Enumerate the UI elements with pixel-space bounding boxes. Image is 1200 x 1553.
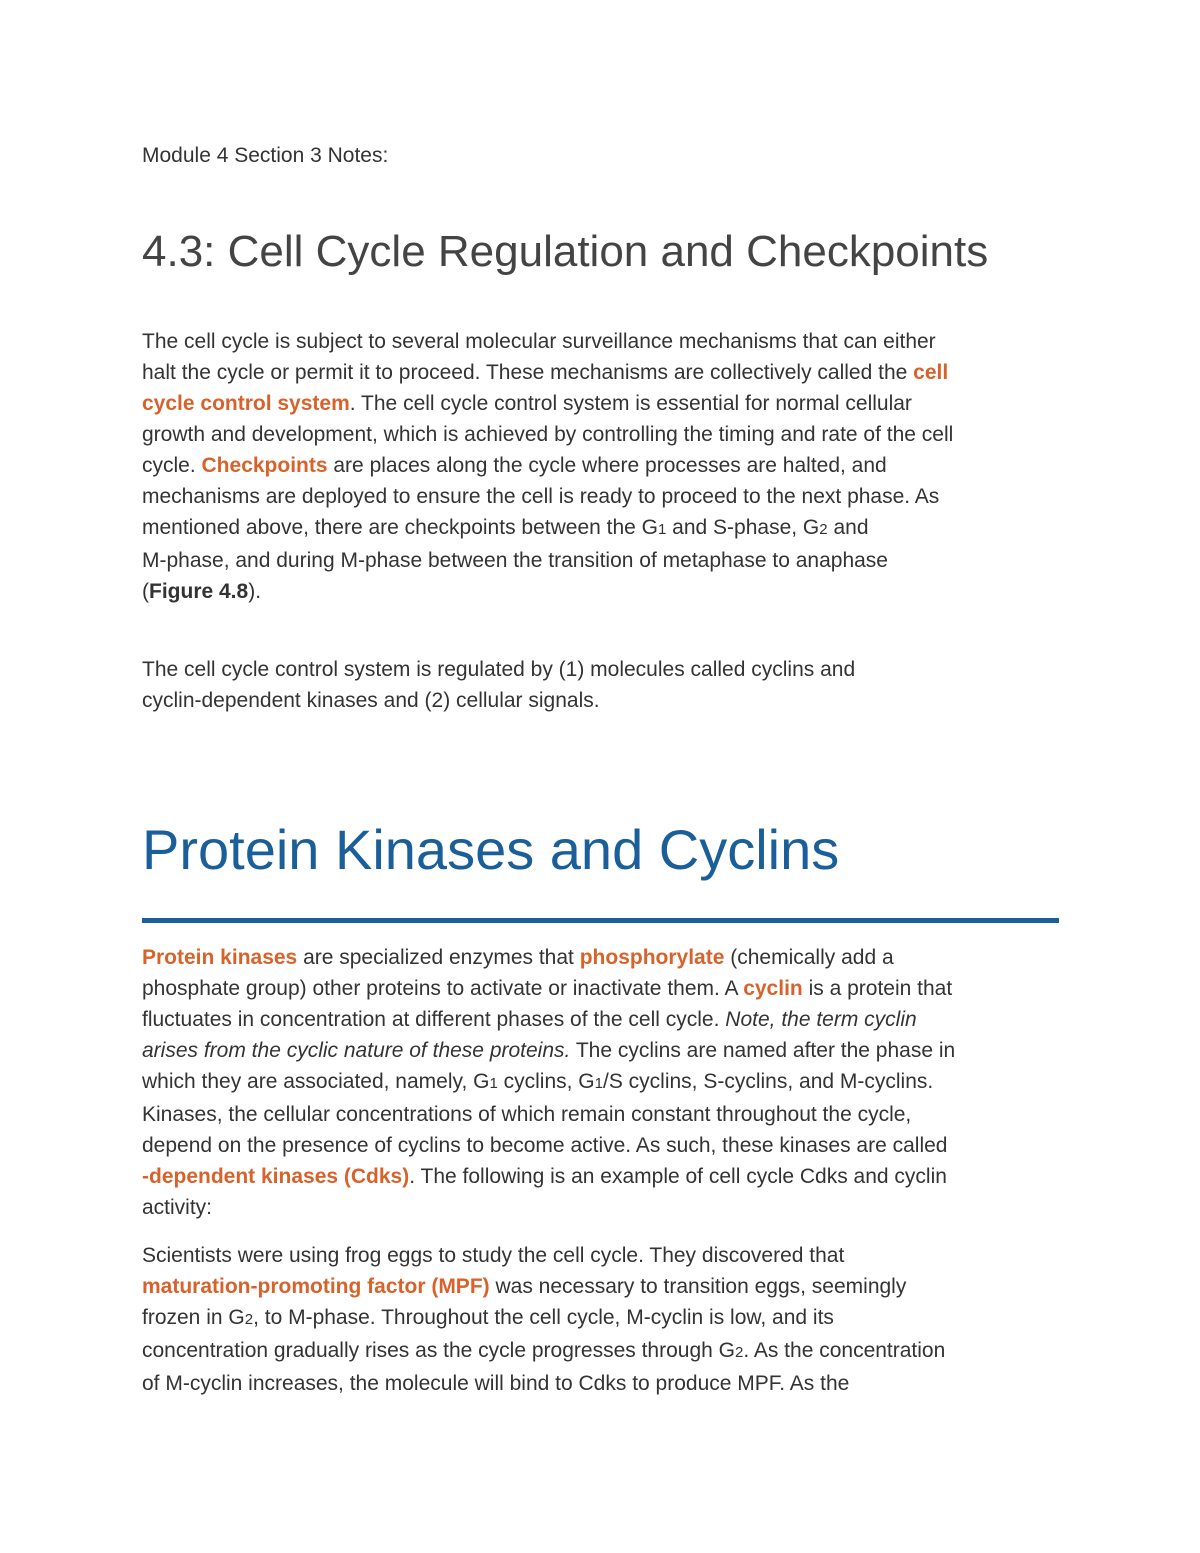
text-run: . The cell cycle control system is essential for normal cellular [349,392,912,415]
text-line [142,1130,1060,1161]
text-line [142,326,1060,357]
text-run: phosphate group) other proteins to activate or inactivate them. A [142,977,744,1000]
text-run: growth and development, which is achieved by controlling the timing and rate of the cell [142,423,954,446]
phase-number: 2 [819,521,828,538]
text-run: fluctuates in concentration at different phases of the cell cycle. [142,1008,726,1031]
text-run: was necessary to transition eggs, seemingly [489,1275,907,1298]
heading-divider [142,918,1059,923]
phase-number: 1 [594,1075,603,1092]
text-run: are specialized enzymes that [297,946,580,969]
section-title: 4.3: Cell Cycle Regulation and Checkpoints [142,227,989,276]
text-line [142,576,1060,607]
phase-number: 2 [244,1311,254,1328]
text-line [142,512,1060,545]
paragraph-regulation [142,654,1060,716]
term-highlight: phosphorylate [579,946,725,969]
text-line [142,1302,1060,1335]
text-line [142,1004,1060,1035]
text-line [142,1271,1060,1302]
text-line [142,654,1060,685]
text-run: cyclin-dependent kinases and (2) cellular signals. [142,689,600,712]
text-line [142,1066,1060,1099]
text-run: (chemically add a [724,946,894,969]
text-line [142,419,1060,450]
text-run: The cell cycle is subject to several molecular surveillance mechanisms that can either [142,330,936,353]
text-line [142,942,1060,973]
text-line [142,481,1060,512]
term-highlight: Protein kinases [142,946,298,969]
text-run: ( [142,580,149,603]
phase-number: 1 [658,521,667,538]
module-label: Module 4 Section 3 Notes: [142,144,389,167]
text-line [142,1035,1060,1066]
italic-note: arises from the cyclic nature of these proteins. [142,1039,571,1062]
text-run: , to M-phase. Throughout the cell cycle, M-cyclin is low, and its [253,1306,834,1329]
text-line [142,1099,1060,1130]
text-run: mentioned above, there are checkpoints between the G [142,516,658,539]
heading-protein-kinases: Protein Kinases and Cyclins [142,818,840,881]
text-run: cycle. [142,454,202,477]
text-run: and [827,516,869,539]
term-highlight: cyclin [743,977,803,1000]
term-highlight: cell [913,361,949,384]
text-run: mechanisms are deployed to ensure the cell is ready to proceed to the next phase. As [142,485,940,508]
text-line [142,1335,1060,1368]
italic-note: Note, the term cyclin [725,1008,917,1031]
text-line [142,388,1060,419]
text-run: is a protein that [802,977,953,1000]
text-line [142,1240,1060,1271]
phase-number: 1 [489,1075,498,1092]
text-run: are places along the cycle where processes are halted, and [327,454,887,477]
paragraph-cell-cycle-control [142,326,1060,607]
text-run: activity: [142,1196,213,1219]
text-line [142,1161,1060,1192]
term-highlight: maturation-promoting factor (MPF) [142,1275,490,1298]
text-line [142,1192,1060,1223]
text-run: halt the cycle or permit it to proceed. These mechanisms are collectively called the [142,361,914,384]
text-line [142,357,1060,388]
text-run: . The following is an example of cell cycle Cdks and cyclin [409,1165,947,1188]
text-run: /S cyclins, S-cyclins, and M-cyclins. [603,1070,934,1093]
text-run: depend on the presence of cyclins to become active. As such, these kinases are called [142,1134,948,1157]
text-run: ). [248,580,262,603]
text-run: of M-cyclin increases, the molecule will bind to Cdks to produce MPF. As the [142,1372,850,1395]
text-run: cyclins, G [497,1070,595,1093]
text-line [142,545,1060,576]
text-run: frozen in G [142,1306,245,1329]
text-run: and S-phase, G [666,516,820,539]
text-line [142,1368,1060,1399]
paragraph-mpf [142,1240,1060,1399]
text-run: which they are associated, namely, G [142,1070,490,1093]
text-run: Scientists were using frog eggs to study the cell cycle. They discovered that [142,1244,845,1267]
text-line [142,973,1060,1004]
text-line [142,450,1060,481]
text-run: . As the concentration [743,1339,946,1362]
paragraph-protein-kinases [142,942,1060,1223]
term-highlight: -dependent kinases (Cdks) [142,1165,410,1188]
phase-number: 2 [734,1344,744,1361]
text-run: The cyclins are named after the phase in [570,1039,956,1062]
term-highlight: Checkpoints [201,454,328,477]
text-run: concentration gradually rises as the cycle progresses through G [142,1339,735,1362]
figure-reference: Figure 4.8 [149,580,249,603]
text-run: Kinases, the cellular concentrations of which remain constant throughout the cycle, [142,1103,912,1126]
text-run: M-phase, and during M-phase between the transition of metaphase to anaphase [142,549,888,572]
text-line [142,685,1060,716]
term-highlight: cycle control system [142,392,350,415]
text-run: The cell cycle control system is regulated by (1) molecules called cyclins and [142,658,856,681]
